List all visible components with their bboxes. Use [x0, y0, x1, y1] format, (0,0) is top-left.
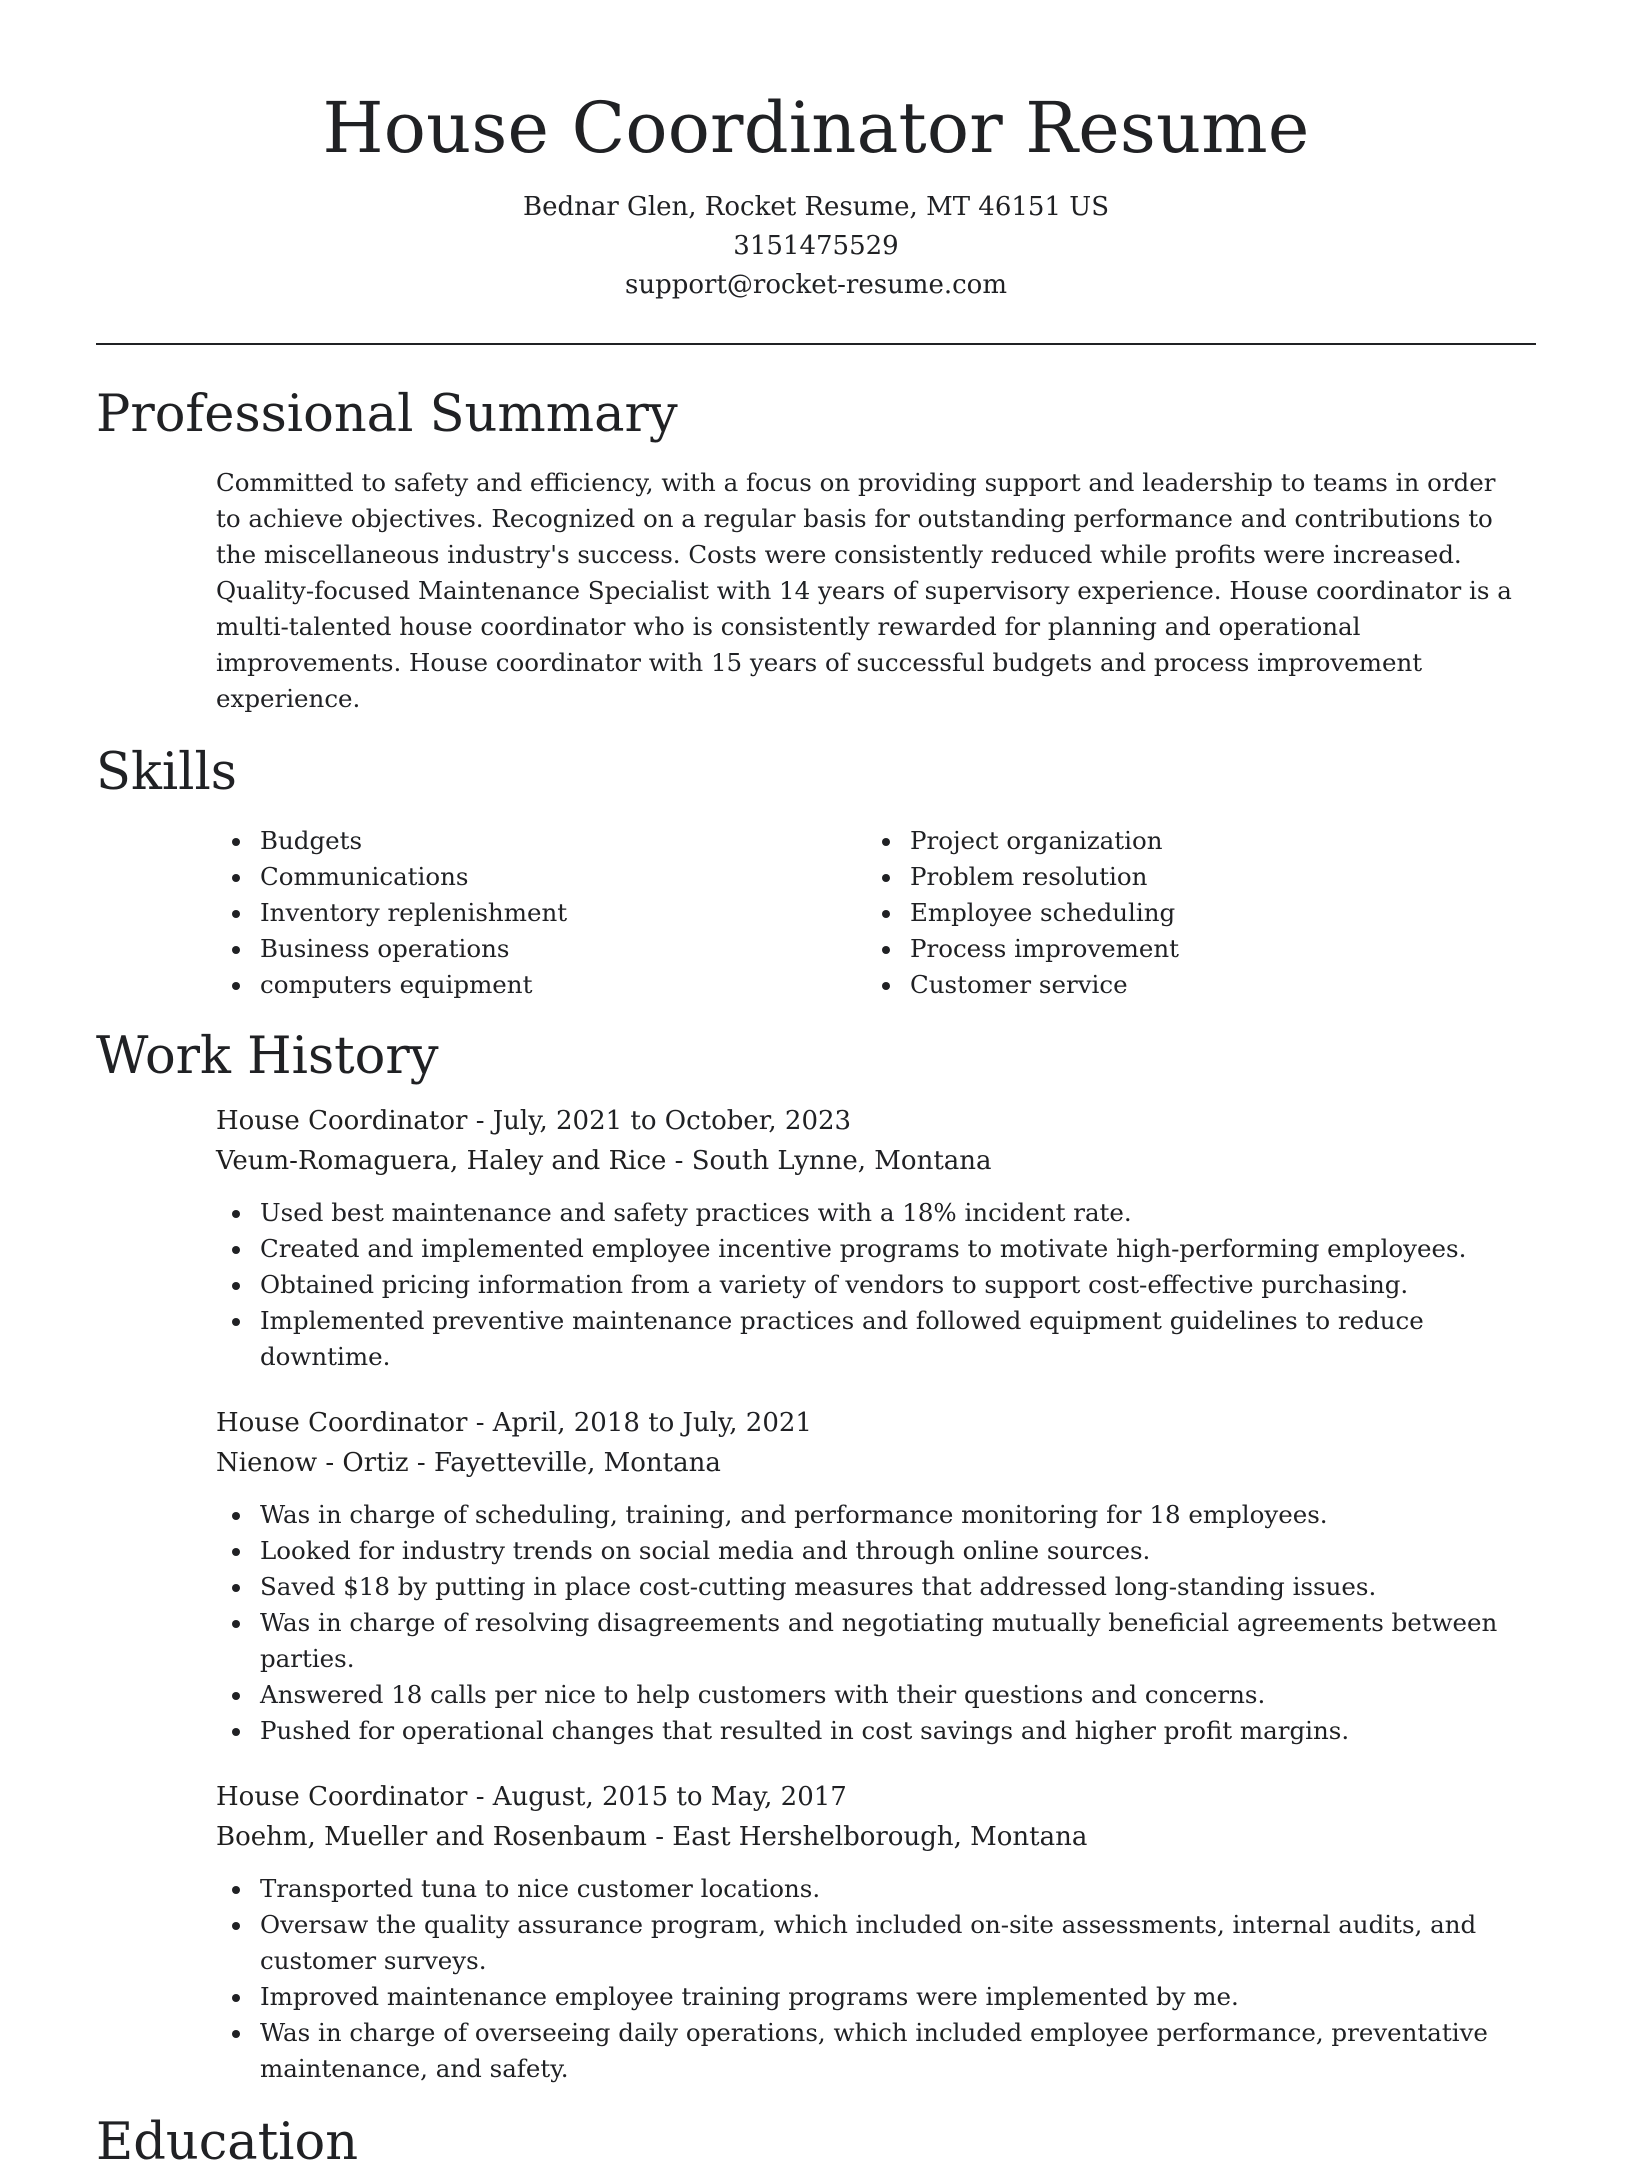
skill-item: Business operations	[216, 931, 866, 967]
skill-item: computers equipment	[216, 967, 866, 1003]
skill-item: Customer service	[866, 967, 1516, 1003]
work-history-heading: Work History	[96, 1027, 439, 1086]
skills-right-column	[866, 823, 1516, 1003]
job-bullets	[216, 1195, 1536, 1375]
email-address: support@rocket-resume.com	[624, 270, 1007, 300]
job-location: - South Lynne, Montana	[666, 1146, 992, 1176]
job-bullet: Looked for industry trends on social media and through online sources.	[216, 1533, 1536, 1569]
job-location: - East Hershelborough, Montana	[646, 1822, 1088, 1852]
job-title-line	[216, 1101, 1536, 1141]
professional-summary-text: Committed to safety and efficiency, with a focus on providing support and leadership to teams in order to achieve objectives. Recognized on a regular basis for outstanding performance and contributions to the miscellaneous industry's success. Costs were consistently reduced while profits were increased. Quality-focused Maintenance Specialist with 14 years of supervisory experience. House coordinator is a multi-talented house coordinator who is consistently rewarded for planning and operational improvements. House coordinator with 15 years of successful budgets and process improvement experience.	[216, 468, 1512, 713]
job-bullet: Implemented preventive maintenance practices and followed equipment guidelines to reduce downtime.	[216, 1303, 1536, 1375]
skills-list	[216, 823, 1536, 1003]
resume-header	[96, 0, 1536, 305]
work-history-section	[96, 1025, 1536, 2087]
job-title-line	[216, 1777, 1536, 1817]
job-title: House Coordinator	[216, 1408, 468, 1438]
job-bullet: Was in charge of resolving disagreements and negotiating mutually beneficial agreements between parties.	[216, 1605, 1536, 1677]
job-entry	[216, 1101, 1536, 1375]
job-location: - Fayetteville, Montana	[408, 1448, 721, 1478]
skill-item: Project organization	[866, 823, 1516, 859]
job-bullet: Was in charge of overseeing daily operations, which included employee performance, preventative maintenance, and safety.	[216, 2015, 1536, 2087]
skill-item: Budgets	[216, 823, 866, 859]
resume-page	[96, 0, 1536, 2175]
job-entry	[216, 1403, 1536, 1749]
job-bullet: Transported tuna to nice customer locations.	[216, 1871, 1536, 1907]
skill-item: Process improvement	[866, 931, 1516, 967]
job-bullet: Pushed for operational changes that resulted in cost savings and higher profit margins.	[216, 1713, 1536, 1749]
job-bullets	[216, 1871, 1536, 2087]
education-heading: Education	[96, 2113, 359, 2172]
job-dates: - August, 2015 to May, 2017	[467, 1782, 847, 1812]
skill-item: Employee scheduling	[866, 895, 1516, 931]
company-line	[216, 1141, 1536, 1181]
skill-item: Communications	[216, 859, 866, 895]
skills-left-column	[216, 823, 866, 1003]
job-bullet: Saved $18 by putting in place cost-cutting measures that addressed long-standing issues.	[216, 1569, 1536, 1605]
skills-heading: Skills	[96, 743, 237, 802]
company-line	[216, 1443, 1536, 1483]
skill-item: Inventory replenishment	[216, 895, 866, 931]
skill-item: Problem resolution	[866, 859, 1516, 895]
job-bullet: Was in charge of scheduling, training, and performance monitoring for 18 employees.	[216, 1497, 1536, 1533]
company-name: Boehm, Mueller and Rosenbaum	[216, 1822, 647, 1852]
resume-title: House Coordinator Resume	[322, 87, 1310, 169]
job-bullet: Oversaw the quality assurance program, which included on-site assessments, internal audits, and customer surveys.	[216, 1907, 1536, 1979]
job-bullet: Created and implemented employee incentive programs to motivate high-performing employees.	[216, 1231, 1536, 1267]
company-name: Veum-Romaguera, Haley and Rice	[216, 1146, 667, 1176]
phone-number: 3151475529	[733, 231, 899, 261]
job-title-line	[216, 1403, 1536, 1443]
company-line	[216, 1817, 1536, 1857]
skills-section	[96, 741, 1536, 1003]
job-bullets	[216, 1497, 1536, 1749]
job-title: House Coordinator	[216, 1106, 468, 1136]
company-name: Nienow - Ortiz	[216, 1448, 409, 1478]
job-bullet: Used best maintenance and safety practices with a 18% incident rate.	[216, 1195, 1536, 1231]
job-bullet: Improved maintenance employee training programs were implemented by me.	[216, 1979, 1536, 2015]
header-divider	[96, 343, 1536, 345]
professional-summary-section	[96, 383, 1536, 717]
job-dates: - July, 2021 to October, 2023	[467, 1106, 852, 1136]
job-bullet: Obtained pricing information from a variety of vendors to support cost-effective purchasing.	[216, 1267, 1536, 1303]
job-dates: - April, 2018 to July, 2021	[467, 1408, 812, 1438]
job-title: House Coordinator	[216, 1782, 468, 1812]
education-section	[96, 2111, 1536, 2175]
address: Bednar Glen, Rocket Resume, MT 46151 US	[522, 192, 1109, 222]
professional-summary-heading: Professional Summary	[96, 385, 678, 444]
job-entry	[216, 1777, 1536, 2087]
job-bullet: Answered 18 calls per nice to help customers with their questions and concerns.	[216, 1677, 1536, 1713]
